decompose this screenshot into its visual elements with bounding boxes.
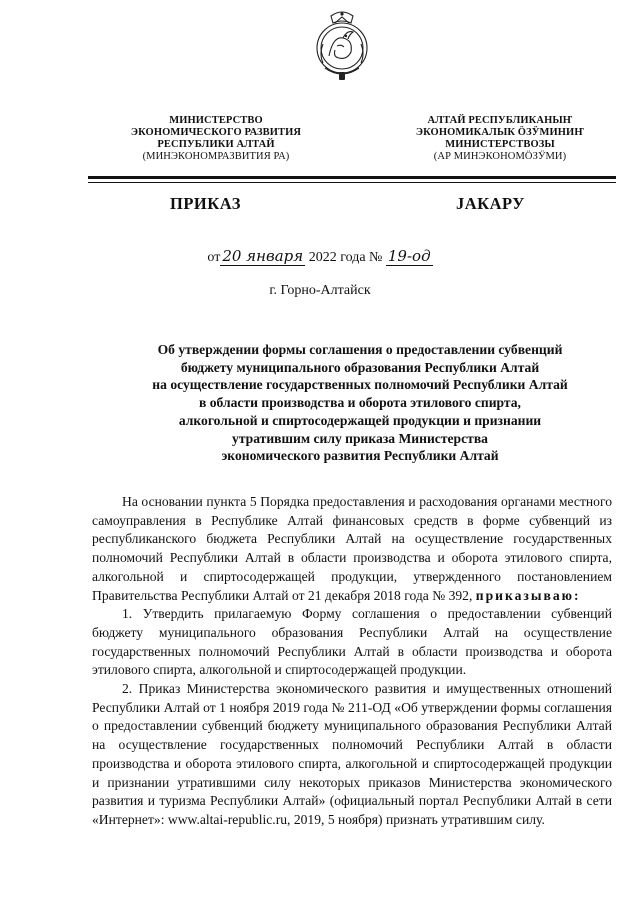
title-line: утратившим силу приказа Министерства <box>232 430 488 446</box>
header-left-abbr: (МИНЭКОНОМРАЗВИТИЯ РА) <box>142 151 290 162</box>
header-right-line1: АЛТАЙ РЕСПУБЛИКАНЫҤ <box>427 115 573 126</box>
handwritten-date: 20 января <box>222 247 304 265</box>
title-line: бюджету муниципального образования Республики Алтай <box>180 359 540 375</box>
title-line: в области производства и оборота этилового спирта, <box>199 395 521 411</box>
handwritten-order-number: 19-од <box>387 247 431 265</box>
document-body <box>92 493 612 830</box>
title-line: экономического развития Республики Алтай <box>221 448 499 464</box>
title-line: Об утверждении формы соглашения о предоставлении субвенций <box>157 342 563 357</box>
header-divider-thin <box>88 182 616 183</box>
clause-1-paragraph: 1. Утвердить прилагаемую Форму соглашения о предоставлении субвенций бюджету муниципального образования Республики Алтай на осуществление государственных полномочий Республики Алтай в области производства и оборота этилового спирта, алкогольной и спиртосодержащей продукции. <box>92 606 612 678</box>
date-prefix: от <box>207 250 221 265</box>
coat-of-arms-emblem <box>313 8 371 86</box>
preamble-text: На основании пункта 5 Порядка предоставления и расходования органами местного самоуправления в Республике Алтай финансовых средств в форме субвенций из республиканского бюджета Республики Алтай на осуществление государственных полномочий Республики Алтай в области производства и оборота этилового спирта, алкогольной и спиртосодержащей продукции, утвержденного постановлением Правительства Республики Алтай от 21 декабря 2018 года № 392, <box>92 494 612 603</box>
clause-2-paragraph: 2. Приказ Министерства экономического развития и имущественных отношений Республики Алтай от 1 ноября 2019 года № 211-ОД «Об утверждении формы соглашения о предоставлении субвенций бюджету муниципального образования Республики Алтай на осуществление государственных полномочий Республики Алтай в области производства и оборота этилового спирта, алкогольной и спиртосодержащей продукции и признании утратившими силу некоторых приказов Министерства экономического развития и туризма Республики Алтай» (официальный портал Республики Алтай в сети «Интернет»: www.altai-republic.ru, 2019, 5 ноября) признать утратившим силу. <box>92 681 612 827</box>
header-left-line3: РЕСПУБЛИКИ АЛТАЙ <box>157 139 275 150</box>
header-left-line2: ЭКОНОМИЧЕСКОГО РАЗВИТИЯ <box>130 127 302 138</box>
header-right-line3: МИНИСТЕРСТВОЗЫ <box>445 139 555 150</box>
header-left-line1: МИНИСТЕРСТВО <box>169 115 263 126</box>
date-year: 2022 года <box>308 250 366 265</box>
header-right-abbr: (АР МИНЭКОНОМӦЗӰМИ) <box>433 151 567 162</box>
order-date-line <box>0 247 640 266</box>
city-name: г. Горно-Алтайск <box>269 283 371 298</box>
number-sign: № <box>369 250 383 265</box>
preamble-paragraph <box>92 493 612 605</box>
title-line: алкогольной и спиртосодержащей продукции и признании <box>178 412 542 428</box>
order-directive: приказываю: <box>475 587 581 603</box>
ministry-header-altai <box>380 115 620 163</box>
order-label-altai: ЈАКАРУ <box>456 194 525 213</box>
header-divider-thick <box>88 176 616 179</box>
order-label-russian: ПРИКАЗ <box>170 194 241 213</box>
title-line: на осуществление государственных полномочий Республики Алтай <box>152 377 568 393</box>
ministry-header-russian <box>96 115 336 163</box>
header-right-line2: ЭКОНОМИКАЛЫК ӦЗӰМИНИҤ <box>415 127 585 138</box>
document-title <box>96 341 624 465</box>
